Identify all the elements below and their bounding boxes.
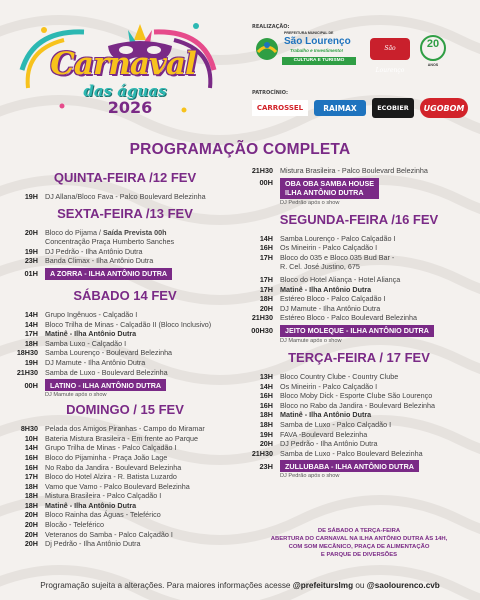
sponsor-ugobom: UGOBOM	[420, 98, 468, 118]
after-show-note: DJ Mamute após o show	[280, 337, 342, 344]
schedule-row	[8, 348, 242, 358]
row-event: DJ Pedrão - Ilha Antônio Dutra	[45, 246, 143, 256]
row-event: Pelada dos Amigos Piranhas - Campo do Miramar	[45, 424, 205, 434]
schedule-row	[8, 453, 242, 463]
schedule-row	[8, 424, 242, 434]
sponsor-raimax: RAIMAX	[314, 100, 366, 116]
highlight-show: A ZORRA - ILHA ANTÔNIO DUTRA	[45, 268, 172, 280]
schedule-row	[243, 391, 475, 401]
schedule-row	[8, 256, 242, 266]
row-event: Concentração Praça Humberto Sanches	[45, 237, 175, 247]
row-time: 18H	[24, 338, 38, 348]
row-event: Matinê - Ilha Antônio Dutra	[45, 500, 137, 510]
schedule-row	[243, 253, 475, 263]
row-event: Bloco Trilha de Minas - Calçadão II (Bloco Inclusivo)	[45, 319, 212, 329]
row-time: 20H	[24, 227, 38, 237]
schedule-row	[8, 501, 242, 511]
schedule-row	[8, 472, 242, 482]
row-time: 10H	[24, 433, 38, 443]
row-time: 18H	[24, 491, 38, 501]
schedule-row	[8, 510, 242, 520]
schedule-row	[8, 368, 242, 378]
schedule-row	[8, 192, 242, 202]
logo-subtitle: das águas	[83, 82, 167, 100]
highlight-row	[243, 325, 475, 337]
row-time: 16H	[24, 452, 38, 462]
info-line: ABERTURA DO CARNAVAL NA ILHA ANTÔNIO DUTRA ÀS 14H,	[270, 536, 448, 542]
row-event: Banda Climax - Ilha Antônio Dutra	[45, 256, 154, 266]
instagram-handle-cvb[interactable]: @saolourenco.cvb	[366, 581, 440, 590]
logo-title: Carnaval	[50, 46, 196, 82]
schedule-row	[243, 304, 475, 314]
schedule-row	[8, 491, 242, 501]
row-event: Estéreo Bloco - Palco Boulevard Belezinha	[280, 313, 418, 323]
row-time: 16H	[24, 462, 38, 472]
highlight-show: LATINO - ILHA ANTÔNIO DUTRA	[45, 379, 166, 391]
schedule-row	[243, 401, 475, 411]
schedule-row	[243, 262, 475, 272]
row-time: 21H30	[251, 313, 273, 323]
highlight-row	[243, 460, 475, 472]
schedule-row	[8, 520, 242, 530]
prefeitura-top: PREFEITURA MUNICIPAL DE	[284, 31, 334, 35]
highlight-time: 01H	[24, 269, 38, 279]
row-event: Veteranos do Samba - Palco Calçadão I	[45, 529, 173, 539]
row-event: Os Mineirin - Palco Calçadão I	[280, 381, 378, 391]
highlight-row	[8, 268, 242, 280]
row-event: Blocão - Teleférico	[45, 520, 104, 530]
schedule-row	[243, 313, 475, 323]
day-heading-sexta: SEXTA-FEIRA /13 FEV	[57, 205, 193, 221]
day-heading-quinta: QUINTA-FEIRA /12 FEV	[53, 170, 197, 185]
row-time: 14H	[259, 381, 273, 391]
schedule-row	[243, 382, 475, 392]
schedule-row	[243, 420, 475, 430]
highlight-show: ZULLUBABA - ILHA ANTÔNIO DUTRA	[280, 460, 419, 472]
info-line: E PARQUE DE DIVERSÕES	[320, 552, 398, 558]
row-event: Grupo Trilha de Minas - Palco Calçadão I	[45, 443, 177, 453]
row-time: 19H	[24, 192, 38, 201]
after-show-note: DJ Pedrão após o show	[280, 473, 340, 480]
row-time: 17H	[259, 274, 273, 284]
schedule-row	[8, 247, 242, 257]
row-time: 18H	[259, 419, 273, 429]
schedule-row	[8, 443, 242, 453]
schedule-row	[8, 320, 242, 330]
row-event: DJ Mamute - Ilha Antônio Dutra	[45, 357, 146, 367]
info-box	[246, 527, 472, 559]
row-time: 20H	[24, 529, 38, 539]
schedule-row	[8, 329, 242, 339]
row-time: 17H	[24, 329, 38, 339]
schedule-row	[243, 275, 475, 285]
schedule-row	[8, 434, 242, 444]
row-event: Bloco do Hotel Aliança - Hotel Aliança	[280, 274, 401, 284]
footer-or: ou	[355, 581, 365, 590]
row-time	[243, 262, 280, 272]
row-event: Samba de Luxo - Palco Boulevard Belezinha	[280, 448, 423, 458]
row-time: 20H	[24, 539, 38, 549]
highlight-show-line1: OBA OBA SAMBA HOUSE	[285, 179, 375, 189]
row-time: 19H	[24, 357, 38, 367]
row-time: 19H	[24, 246, 38, 256]
schedule-row	[243, 410, 475, 420]
row-time: 18H	[259, 294, 273, 304]
row-event: Samba Lourenço - Boulevard Belezinha	[45, 348, 173, 358]
row-time: 23H	[24, 256, 38, 266]
row-event: R. Cel. José Justino, 675	[280, 262, 360, 272]
schedule-row	[8, 358, 242, 368]
row-event: Matinê - Ilha Antônio Dutra	[280, 410, 372, 420]
schedule-row	[243, 243, 475, 253]
row-time: 21H30	[251, 166, 273, 175]
row-time: 13H	[259, 371, 273, 381]
row-event: Bloco do 035 e Bloco 035 Bud Bar -	[280, 252, 395, 262]
row-event: Bloco Country Clube - Country Clube	[280, 371, 399, 381]
row-event: Bloco do Hotel Alzira - R. Batista Luzardo	[45, 472, 177, 482]
row-event: Matinê - Ilha Antônio Dutra	[45, 329, 137, 339]
row-event: Bloco no Rabo da Jandira - Boulevard Belezinha	[280, 400, 436, 410]
row-event: DJ Pedrão - Ilha Antônio Dutra	[280, 439, 378, 449]
schedule-row	[8, 237, 242, 247]
highlight-row	[243, 178, 475, 199]
row-time: 8H30	[20, 424, 38, 434]
schedule-row	[243, 166, 475, 176]
row-time: 18H30	[16, 348, 38, 358]
row-time: 16H	[259, 243, 273, 253]
row-event: Dj Pedrão - Ilha Antônio Dutra	[45, 539, 141, 549]
sponsor-ecobier: ECOBIER	[372, 98, 414, 118]
anos-badge	[418, 34, 448, 67]
row-event: Samba de Luxo - Palco Calçadão I	[280, 419, 392, 429]
row-event: DJ Allana/Bloco Fava - Palco Boulevard Belezinha	[45, 192, 206, 201]
highlight-show-line2: ILHA ANTÔNIO DUTRA	[285, 188, 364, 198]
row-event: No Rabo da Jandira - Boulevard Belezinha	[45, 462, 182, 472]
row-event: Grupo Ingênuos - Calçadão I	[45, 309, 138, 319]
day-heading-terca: TERÇA-FEIRA / 17 FEV	[288, 349, 430, 365]
row-time	[8, 237, 45, 247]
after-show-note: DJ Mamute após o show	[45, 392, 107, 399]
row-event: Mistura Brasileira - Palco Calçadão I	[45, 491, 162, 501]
highlight-time: 00H	[259, 177, 273, 187]
row-time: 17H	[259, 284, 273, 294]
row-event: Samba Lourenço - Palco Calçadão I	[280, 233, 396, 243]
row-event: Matinê - Ilha Antônio Dutra	[280, 284, 372, 294]
left-column	[8, 166, 242, 549]
day-heading-domingo: DOMINGO / 15 FEV	[66, 402, 184, 418]
row-time: 14H	[24, 309, 38, 319]
row-event: DJ Mamute - Ilha Antônio Dutra	[280, 303, 381, 313]
prefeitura-slogan: Trabalho e Investimento!	[290, 48, 344, 53]
anos-label: ANOS	[427, 63, 439, 67]
schedule-row	[8, 539, 242, 549]
highlight-row	[8, 379, 242, 391]
prefeitura-logo	[252, 30, 364, 68]
schedule-row	[243, 372, 475, 382]
highlight-time: 00H	[24, 380, 38, 390]
day-heading-segunda: SEGUNDA-FEIRA /16 FEV	[279, 211, 439, 227]
row-time: 18H	[24, 500, 38, 510]
row-time: 21H30	[16, 367, 38, 377]
row-time: 18H	[259, 410, 273, 420]
row-event: Estéreo Bloco - Palco Calçadão I	[280, 294, 386, 304]
schedule-row	[243, 439, 475, 449]
row-time: 20H	[24, 510, 38, 520]
patrocinio-label: PATROCÍNIO:	[252, 90, 289, 96]
row-event: Bloco do Pijaminha - Praça João Lage	[45, 452, 168, 462]
after-show-note: DJ Pedrão após o show	[280, 199, 340, 206]
schedule-row	[243, 234, 475, 244]
row-time: 20H	[24, 520, 38, 530]
schedule-row	[8, 463, 242, 473]
schedule-row	[243, 294, 475, 304]
schedule-row	[8, 228, 242, 238]
row-event: Bloco do Pijama / Saída Prevista 00h	[45, 227, 167, 237]
row-time: 21H30	[251, 448, 273, 458]
sao-lourenco-brand-badge	[370, 38, 410, 74]
info-line: COM SOM MECÂNICO, PRAÇA DE ALIMENTAÇÃO	[288, 544, 430, 550]
row-time: 17H	[259, 252, 273, 262]
page-title: PROGRAMAÇÃO COMPLETA	[129, 141, 351, 158]
schedule-row	[8, 339, 242, 349]
anos-number: 20	[426, 38, 440, 50]
row-event: FAVA -Boulevard Belezinha	[280, 429, 368, 439]
sao-lourenco-brand: São Lourenço	[375, 45, 405, 74]
prefeitura-dept: CULTURA E TURISMO	[282, 57, 356, 65]
row-time: 19H	[259, 429, 273, 439]
instagram-handle-prefeitura[interactable]: @prefeiturslmg	[292, 581, 354, 590]
highlight-show: JEITO MOLEQUE - ILHA ANTÔNIO DUTRA	[280, 325, 434, 337]
row-time: 16H	[259, 400, 273, 410]
realizacao-label: REALIZAÇÃO:	[252, 24, 290, 30]
row-event: Vamo que Vamo - Palco Boulevard Belezinha	[45, 481, 190, 491]
row-time: 20H	[259, 439, 273, 449]
row-event: Samba Luxo - Calçadão I	[45, 338, 127, 348]
highlight-show	[280, 178, 379, 199]
logo-year: 2026	[107, 98, 153, 117]
row-time: 14H	[24, 443, 38, 453]
row-event: Mistura Brasileira - Palco Boulevard Belezinha	[280, 166, 428, 175]
schedule-row	[8, 482, 242, 492]
highlight-time: 23H	[259, 461, 273, 471]
row-time: 16H	[259, 391, 273, 401]
prefeitura-emblem-icon	[254, 36, 280, 62]
schedule-row	[243, 449, 475, 459]
row-event: Bloco Rainha das Águas - Teleférico	[45, 510, 161, 520]
row-time: 20H	[259, 303, 273, 313]
row-time: 14H	[259, 233, 273, 243]
info-line: DE SÁBADO A TERÇA-FEIRA	[317, 528, 401, 534]
sponsor-carrossel: CARROSSEL	[252, 100, 308, 116]
prefeitura-name: São Lourenço	[284, 36, 351, 47]
right-column	[243, 166, 475, 482]
schedule-row	[243, 430, 475, 440]
schedule-row	[8, 310, 242, 320]
row-time: 17H	[24, 472, 38, 482]
row-event: Bloco Moby Dick - Esporte Clube São Lourenço	[280, 391, 433, 401]
schedule-row	[8, 530, 242, 540]
day-heading-sabado: SÁBADO 14 FEV	[73, 287, 177, 303]
row-event: Bateria Mistura Brasileira - Em frente ao Parque	[45, 433, 198, 443]
footer	[0, 581, 480, 590]
row-event: Os Mineirin - Palco Calçadão I	[280, 243, 378, 253]
schedule-row	[243, 285, 475, 295]
highlight-time: 00H30	[251, 326, 273, 336]
row-time: 18H	[24, 481, 38, 491]
row-time: 14H	[24, 319, 38, 329]
row-event: Samba de Luxo - Boulevard Belezinha	[45, 367, 168, 377]
footer-text: Programação sujeita a alterações. Para maiores informações acesse	[40, 581, 291, 590]
